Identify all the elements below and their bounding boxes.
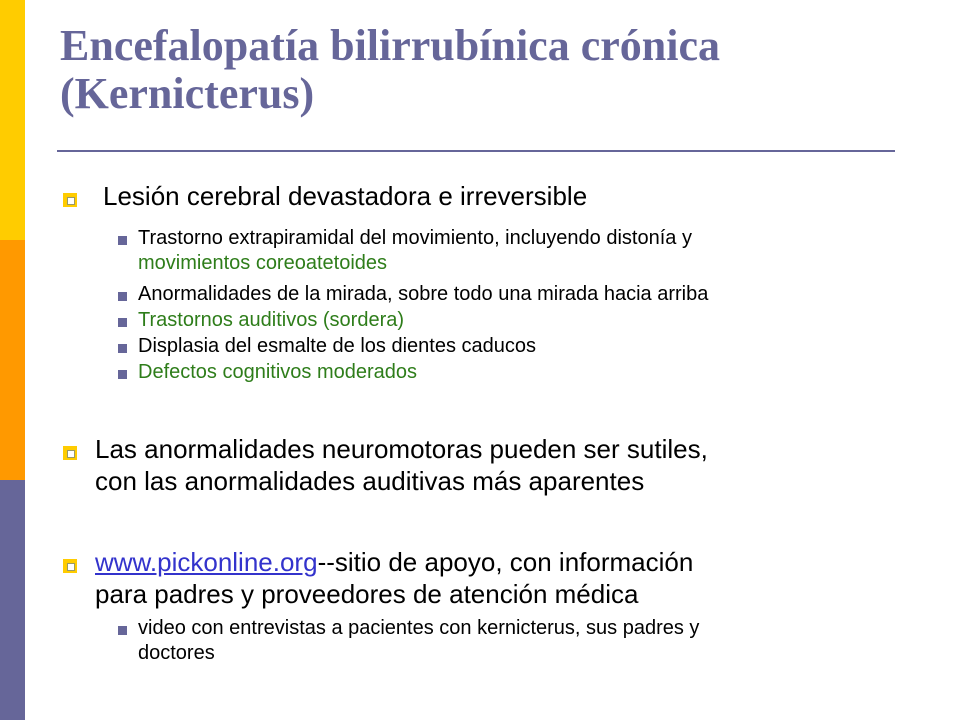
sub-item-1-line-1: Trastorno extrapiramidal del movimiento, incluyendo distonía y — [138, 227, 692, 249]
bullet-2-line-1: Las anormalidades neuromotoras pueden ser sutiles, — [95, 434, 708, 464]
title-line-1: Encefalopatía bilirrubínica crónica — [60, 21, 720, 70]
left-bar-purple — [0, 480, 25, 720]
square-bullet-icon — [63, 193, 77, 207]
square-bullet-icon — [63, 559, 77, 573]
sub-item-video-line-1: video con entrevistas a pacientes con kernicterus, sus padres y — [138, 617, 700, 639]
sub-item-video-line-2: doctores — [138, 642, 215, 664]
bullet-3-rest: --sitio de apoyo, con información — [317, 547, 694, 577]
sub-item-5: Defectos cognitivos moderados — [138, 361, 418, 383]
bullet-2-line-2: con las anormalidades auditivas más aparentes — [95, 466, 645, 496]
left-color-bar — [0, 0, 25, 720]
bullet-3-line-1 — [95, 547, 693, 578]
sub-bullet-icon — [118, 236, 127, 245]
sub-item-3: Trastornos auditivos (sordera) — [138, 309, 405, 331]
slide-title — [60, 22, 920, 118]
bullet-3-line-2: para padres y proveedores de atención médica — [95, 579, 639, 609]
sub-item-2: Anormalidades de la mirada, sobre todo una mirada hacia arriba — [138, 283, 709, 305]
title-line-2: (Kernicterus) — [60, 69, 315, 118]
sub-bullet-icon — [118, 626, 127, 635]
sub-bullet-icon — [118, 344, 127, 353]
left-bar-yellow — [0, 0, 25, 240]
pickonline-link[interactable]: www.pickonline.org — [95, 547, 318, 577]
sub-item-1-line-2: movimientos coreoatetoides — [138, 252, 388, 274]
sub-bullet-icon — [118, 318, 127, 327]
bullet-1-text: Lesión cerebral devastadora e irreversible — [103, 181, 588, 211]
sub-bullet-icon — [118, 292, 127, 301]
sub-item-4: Displasia del esmalte de los dientes caducos — [138, 335, 536, 357]
square-bullet-icon — [63, 446, 77, 460]
sub-bullet-icon — [118, 370, 127, 379]
left-bar-orange — [0, 240, 25, 480]
title-underline — [57, 150, 895, 152]
